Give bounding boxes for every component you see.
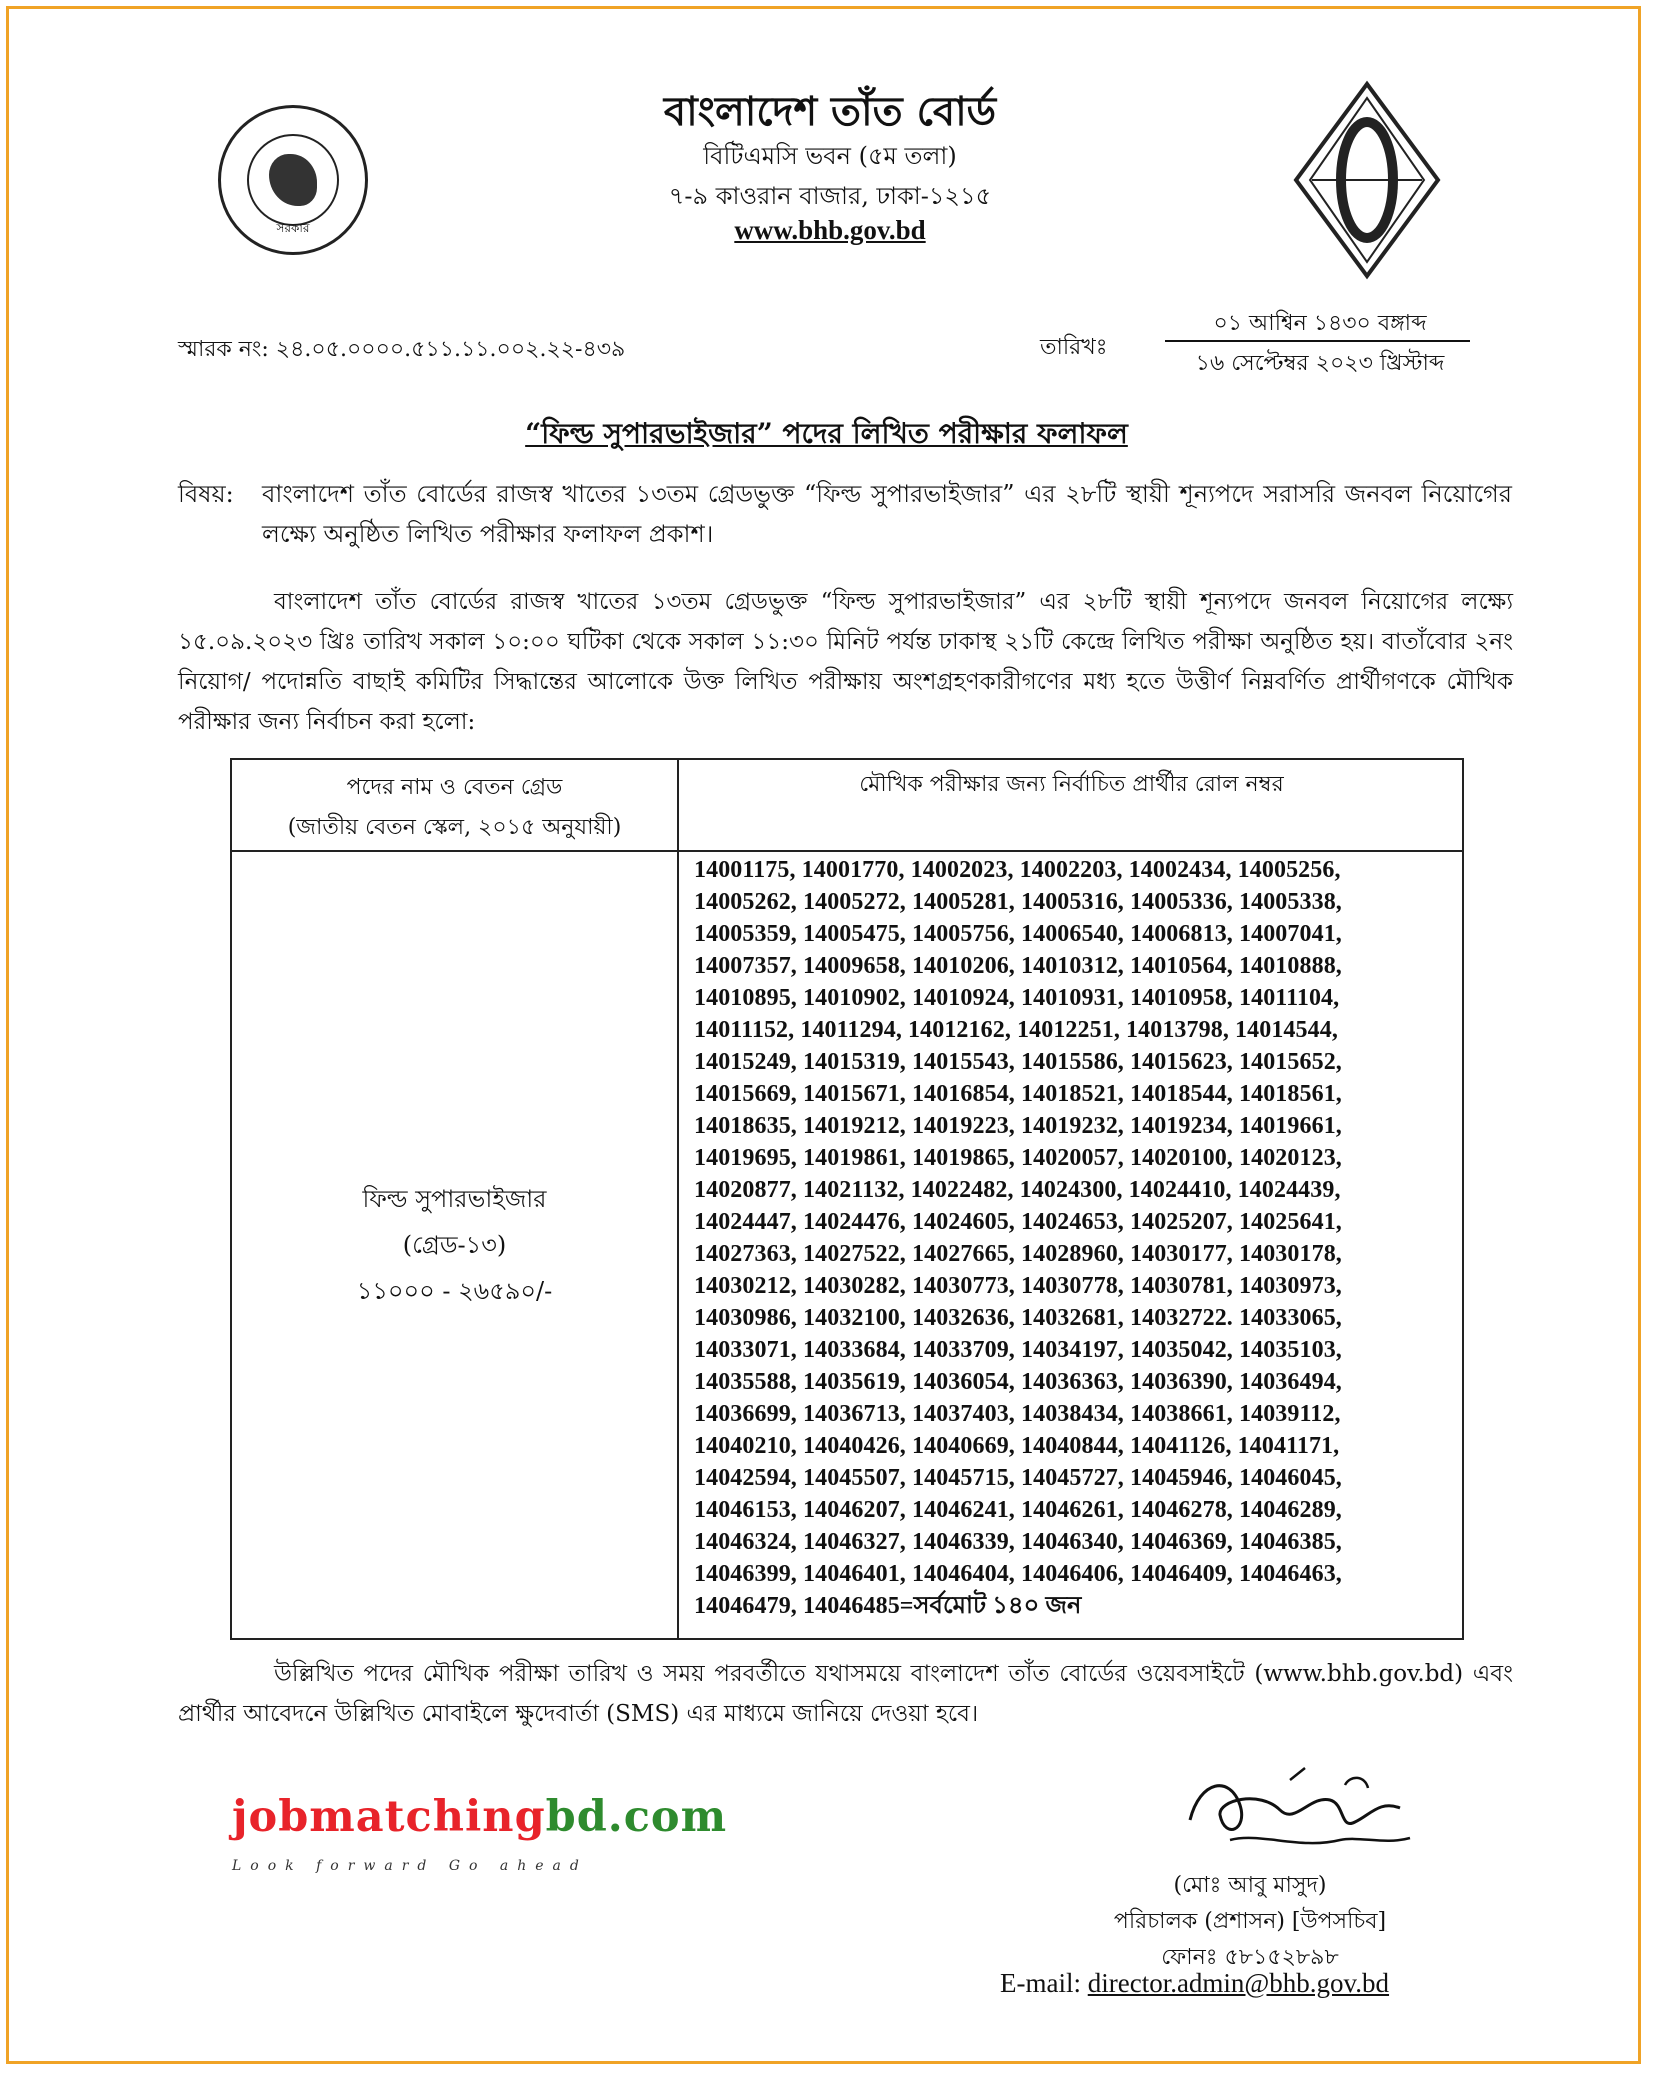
- footer-note: উল্লিখিত পদের মৌখিক পরীক্ষা তারিখ ও সময় পরবর্তীতে যথাসময়ে বাংলাদেশ তাঁত বোর্ডের ওয়েবসাইটে (www.bhb.gov.bd) এবং প্রার্থীর আবেদনে উল্লিখিত মোবাইলে ক্ষুদেবার্তা (SMS) এর মাধ্যমে জানিয়ে দেওয়া হবে।: [178, 1661, 1513, 1727]
- roll-line: 14019695, 14019861, 14019865, 14020057, 14020100, 14020123,: [694, 1145, 1342, 1171]
- roll-line: 14005359, 14005475, 14005756, 14006540, 14006813, 14007041,: [694, 921, 1342, 947]
- roll-line: 14046153, 14046207, 14046241, 14046261, 14046278, 14046289,: [694, 1497, 1342, 1523]
- signature-icon: [1170, 1760, 1430, 1870]
- roll-line: 14005262, 14005272, 14005281, 14005316, 14005336, 14005338,: [694, 889, 1342, 915]
- roll-line: 14046324, 14046327, 14046339, 14046340, 14046369, 14046385,: [694, 1529, 1342, 1555]
- watermark-tagline: Look forward Go ahead: [232, 1858, 588, 1874]
- notice-title: “ফিল্ড সুপারভাইজার” পদের লিখিত পরীক্ষার ফলাফল: [525, 417, 1128, 450]
- memo-reference: স্মারক নং: ২৪.০৫.০০০০.৫১১.১১.০০২.২২-৪৩৯: [178, 337, 626, 362]
- email-link[interactable]: director.admin@bhb.gov.bd: [1087, 1968, 1390, 1998]
- roll-line: 14015669, 14015671, 14016854, 14018521, 14018544, 14018561,: [694, 1081, 1342, 1107]
- date-english: ১৬ সেপ্টেম্বর ২০২৩ খ্রিস্টাব্দ: [1195, 351, 1445, 376]
- roll-line: 14011152, 14011294, 14012162, 14012251, 14013798, 14014544,: [694, 1017, 1338, 1043]
- roll-line: 14007357, 14009658, 14010206, 14010312, 14010564, 14010888,: [694, 953, 1342, 979]
- date-bangla: ০১ আশ্বিন ১৪৩০ বঙ্গাব্দ: [1213, 311, 1427, 336]
- government-seal-icon: সরকার: [218, 105, 368, 255]
- header-post-and-grade: পদের নাম ও বেতন গ্রেড (জাতীয় বেতন স্কেল, ২০১৫ অনুযায়ী): [287, 775, 622, 840]
- address-line-2: ৭-৯ কাওরান বাজার, ঢাকা-১২১৫: [668, 182, 992, 210]
- post-cell: [232, 1176, 677, 1314]
- signatory-name: (মোঃ আবু মাসুদ): [1173, 1873, 1327, 1898]
- roll-line: 14020877, 14021132, 14022482, 14024300, 14024410, 14024439,: [694, 1177, 1341, 1203]
- board-logo-icon: [1292, 80, 1442, 280]
- subject-label: বিষয়:: [178, 480, 234, 508]
- roll-line: 14046479, 14046485=সর্বমোট ১৪০ জন: [694, 1593, 1082, 1619]
- roll-line: 14042594, 14045507, 14045715, 14045727, 14045946, 14046045,: [694, 1465, 1342, 1491]
- post-grade: (গ্রেড-১৩): [402, 1231, 507, 1259]
- roll-line: 14035588, 14035619, 14036054, 14036363, 14036390, 14036494,: [694, 1369, 1342, 1395]
- result-table: [230, 758, 1464, 1640]
- body-paragraph: বাংলাদেশ তাঁত বোর্ডের রাজস্ব খাতের ১৩তম গ্রেডভুক্ত “ফিল্ড সুপারভাইজার” এর ২৮টি স্থায়ী শূন্যপদে জনবল নিয়োগের লক্ষ্যে ১৫.০৯.২০২৩ খ্রিঃ তারিখ সকাল ১০:০০ ঘটিকা থেকে সকাল ১১:৩০ মিনিট পর্যন্ত ঢাকাস্থ ২১টি কেন্দ্রে লিখিত পরীক্ষা অনুষ্ঠিত হয়। বাতাঁবোর ২নং নিয়োগ/ পদোন্নতি বাছাই কমিটির সিদ্ধান্তের আলোকে উক্ত লিখিত পরীক্ষায় অংশগ্রহণকারীগণের মধ্য হতে উত্তীর্ণ নিম্নবর্ণিত প্রার্থীগণকে মৌখিক পরীক্ষার জন্য নির্বাচন করা হলো:: [178, 589, 1513, 735]
- roll-line: 14027363, 14027522, 14027665, 14028960, 14030177, 14030178,: [694, 1241, 1342, 1267]
- date-divider: [1165, 340, 1470, 342]
- signatory-phone: ফোনঃ ৫৮১৫২৮৯৮: [1161, 1945, 1339, 1970]
- date-label: তারিখঃ: [1040, 335, 1108, 360]
- signatory-email: E-mail: director.admin@bhb.gov.bd: [1000, 1968, 1390, 1998]
- roll-number-list: [694, 854, 1454, 1622]
- organization-name: বাংলাদেশ তাঁত বোর্ড: [663, 88, 997, 135]
- watermark-logo: jobmatchingbd.com: [232, 1792, 728, 1842]
- subject-text: বাংলাদেশ তাঁত বোর্ডের রাজস্ব খাতের ১৩তম গ্রেডভুক্ত “ফিল্ড সুপারভাইজার” এর ২৮টি স্থায়ী শূন্যপদে সরাসরি জনবল নিয়োগের লক্ষ্যে অনুষ্ঠিত লিখিত পরীক্ষার ফলাফল প্রকাশ।: [262, 480, 1512, 548]
- roll-line: 14001175, 14001770, 14002023, 14002203, 14002434, 14005256,: [694, 857, 1341, 883]
- post-pay-scale: ১১০০০ - ২৬৫৯০/-: [356, 1277, 553, 1305]
- roll-line: 14024447, 14024476, 14024605, 14024653, 14025207, 14025641,: [694, 1209, 1342, 1235]
- post-name: ফিল্ড সুপারভাইজার: [362, 1185, 547, 1213]
- header-roll-numbers: মৌখিক পরীক্ষার জন্য নির্বাচিত প্রার্থীর রোল নম্বর: [859, 772, 1284, 797]
- address-line-1: বিটিএমসি ভবন (৫ম তলা): [703, 142, 957, 170]
- roll-line: 14030212, 14030282, 14030773, 14030778, 14030781, 14030973,: [694, 1273, 1342, 1299]
- roll-line: 14046399, 14046401, 14046404, 14046406, 14046409, 14046463,: [694, 1561, 1342, 1587]
- roll-line: 14018635, 14019212, 14019223, 14019232, 14019234, 14019661,: [694, 1113, 1342, 1139]
- roll-line: 14010895, 14010902, 14010924, 14010931, 14010958, 14011104,: [694, 985, 1340, 1011]
- roll-line: 14015249, 14015319, 14015543, 14015586, 14015623, 14015652,: [694, 1049, 1342, 1075]
- roll-line: 14036699, 14036713, 14037403, 14038434, 14038661, 14039112,: [694, 1401, 1341, 1427]
- roll-line: 14033071, 14033684, 14033709, 14034197, 14035042, 14035103,: [694, 1337, 1342, 1363]
- signatory-designation: পরিচালক (প্রশাসন) [উপসচিব]: [1113, 1909, 1387, 1934]
- roll-line: 14040210, 14040426, 14040669, 14040844, 14041126, 14041171,: [694, 1433, 1340, 1459]
- roll-line: 14030986, 14032100, 14032636, 14032681, 14032722. 14033065,: [694, 1305, 1342, 1331]
- website-link[interactable]: www.bhb.gov.bd: [734, 215, 926, 245]
